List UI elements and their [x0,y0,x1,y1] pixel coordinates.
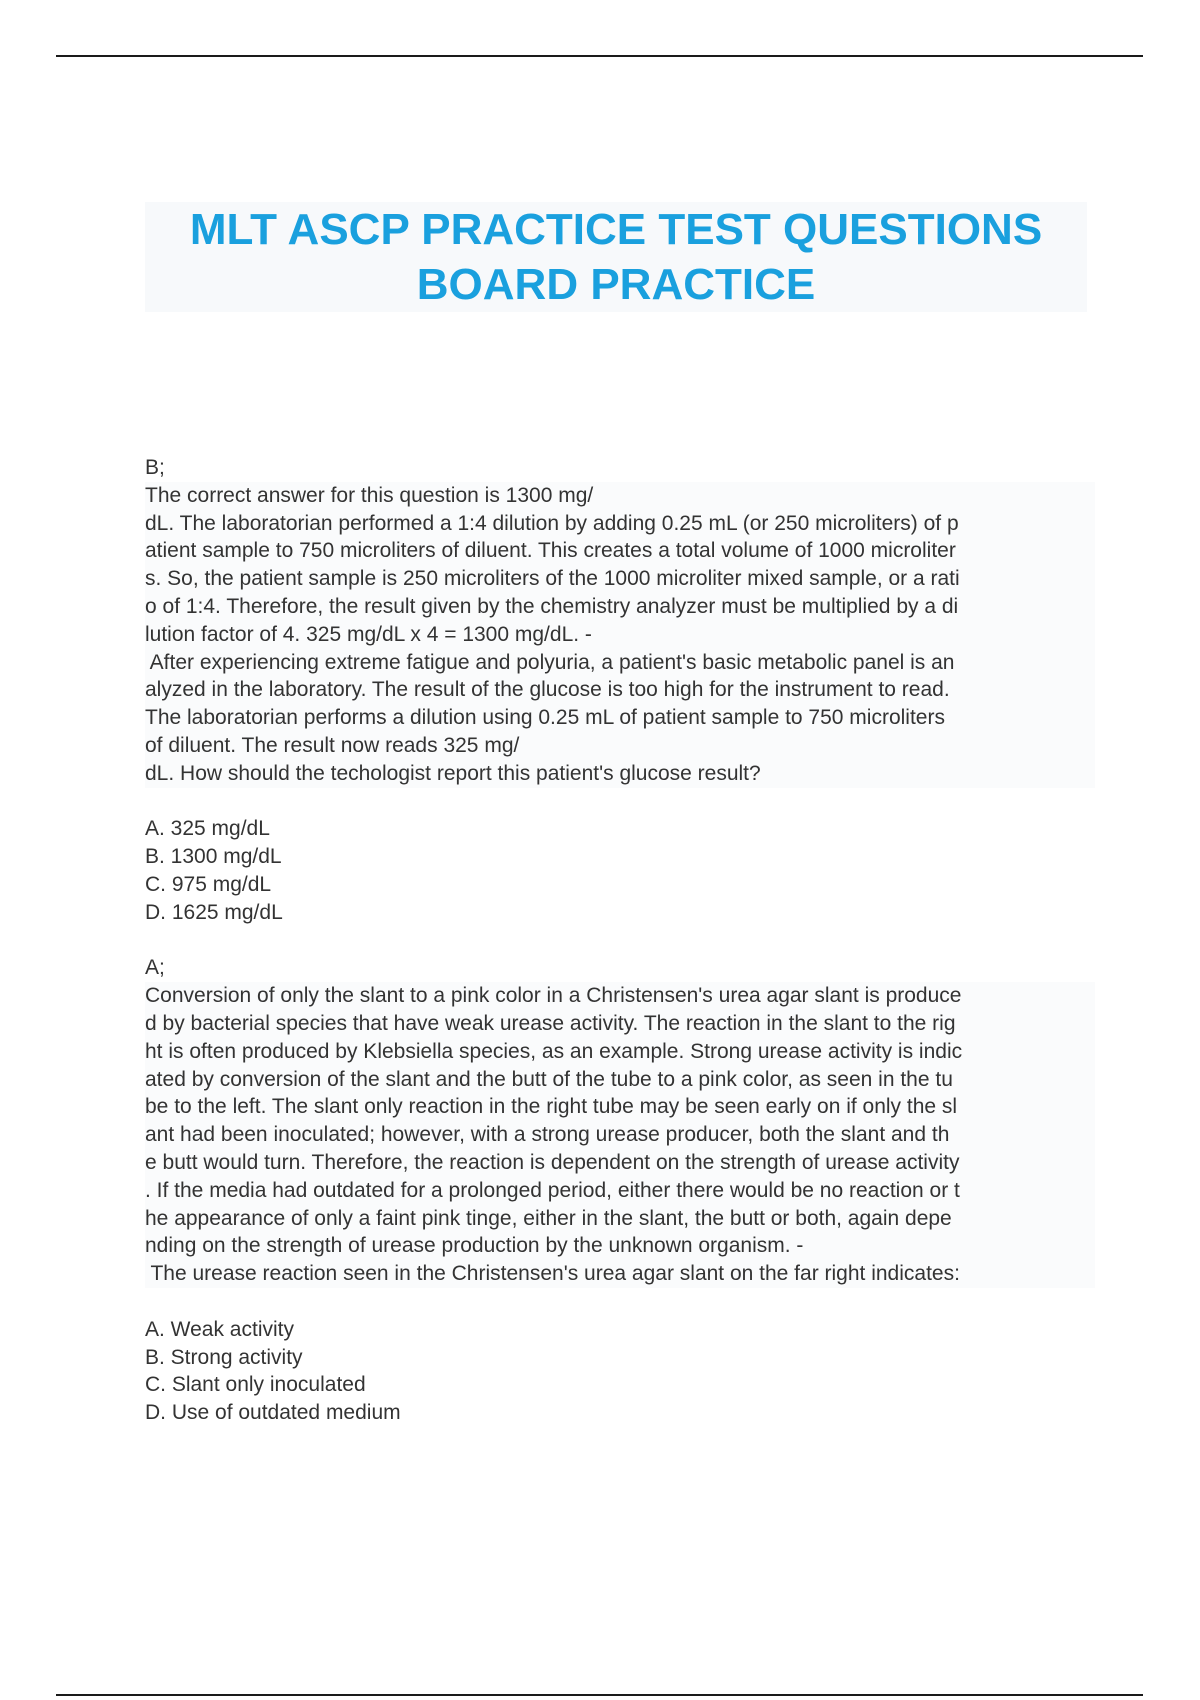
spacer [145,788,1095,816]
explanation-line: e butt would turn. Therefore, the reaction is dependent on the strength of urease activity [145,1150,960,1174]
question-text [145,649,1095,788]
option-a: A. Weak activity [145,1317,294,1341]
answer-marker: A; [145,956,165,980]
question-text [145,1260,1095,1288]
question-line: of diluent. The result now reads 325 mg/ [145,733,520,757]
explanation-line: nding on the strength of urease production by the unknown organism. - [145,1234,804,1258]
explanation-line: dL. The laboratorian performed a 1:4 dilution by adding 0.25 mL (or 250 microliters) of p [145,511,959,535]
explanation-line: . If the media had outdated for a prolonged period, either there would be no reaction or t [145,1178,960,1202]
title-line-2: BOARD PRACTICE [416,260,816,309]
option-b: B. Strong activity [145,1345,303,1369]
explanation-line: be to the left. The slant only reaction in the right tube may be seen early on if only the sl [145,1095,958,1119]
bottom-rule [56,1694,1143,1696]
option-a: A. 325 mg/dL [145,817,270,841]
explanation-line: ht is often produced by Klebsiella species, as an example. Strong urease activity is indic [145,1039,963,1063]
document-body [145,454,1095,1427]
explanation-line: o of 1:4. Therefore, the result given by the chemistry analyzer must be multiplied by a di [145,594,959,618]
title-line-1: MLT ASCP PRACTICE TEST QUESTIONS [189,205,1043,254]
answer-options [145,1316,1095,1427]
explanation-line: he appearance of only a faint pink tinge, either in the slant, the butt or both, again depe [145,1206,952,1230]
question-block-2 [145,954,1095,1427]
spacer [145,1288,1095,1316]
explanation-line: s. So, the patient sample is 250 microliters of the 1000 microliter mixed sample, or a rati [145,567,960,591]
question-line: The laboratorian performs a dilution using 0.25 mL of patient sample to 750 microliters [145,706,945,730]
explanation-line: The correct answer for this question is 1300 mg/ [145,483,594,507]
explanation-text [145,482,1095,649]
question-line: After experiencing extreme fatigue and polyuria, a patient's basic metabolic panel is an [145,650,955,674]
explanation-line: d by bacterial species that have weak urease activity. The reaction in the slant to the rig [145,1011,956,1035]
document-title [145,202,1087,312]
question-line: alyzed in the laboratory. The result of the glucose is too high for the instrument to read. [145,678,950,702]
answer-options [145,815,1095,926]
option-c: C. Slant only inoculated [145,1373,366,1397]
explanation-line: ant had been inoculated; however, with a strong urease producer, both the slant and th [145,1123,950,1147]
option-d: D. 1625 mg/dL [145,900,283,924]
spacer [145,927,1095,955]
explanation-line: lution factor of 4. 325 mg/dL x 4 = 1300 mg/dL. - [145,622,592,646]
explanation-line: atient sample to 750 microliters of diluent. This creates a total volume of 1000 microliter [145,539,956,563]
option-d: D. Use of outdated medium [145,1401,401,1425]
top-rule [56,55,1143,57]
explanation-text [145,982,1095,1260]
explanation-line: ated by conversion of the slant and the butt of the tube to a pink color, as seen in the tu [145,1067,953,1091]
explanation-line: Conversion of only the slant to a pink color in a Christensen's urea agar slant is produce [145,984,962,1008]
option-c: C. 975 mg/dL [145,872,272,896]
question-line: The urease reaction seen in the Christensen's urea agar slant on the far right indicates: [145,1262,960,1286]
answer-marker: B; [145,456,165,479]
question-block-1 [145,454,1095,927]
option-b: B. 1300 mg/dL [145,845,282,869]
question-line: dL. How should the techologist report this patient's glucose result? [145,761,761,785]
